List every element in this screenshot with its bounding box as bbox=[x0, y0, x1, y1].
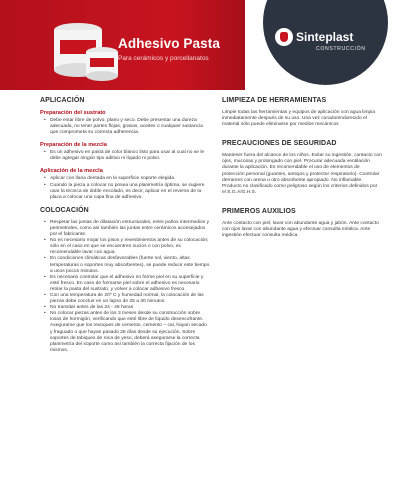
colocacion-section bbox=[40, 207, 210, 354]
precauciones-text: Mantener fuera del alcance de los niños. Evitar su ingestión, contacto con ojos, mucosas y prolongado con piel. Procurar adecuada ventilación durante la aplicación. Es recomendable el uso de elementos de protección personal (guantes, antiojos y protector respiratorio). Controlar derrames con arena u otro absorbente apropiado. No inflamable. Producto no clasificado como peligroso según los criterios definidos por el S.G.A/G.H.S. bbox=[222, 153, 382, 195]
product-banner bbox=[0, 0, 245, 90]
list-item: • No transitar antes de las 24 - 48 horas bbox=[46, 305, 210, 311]
list-item: • No colocar piezas antes de los 3 meses desde su construcción sobre losas de hormigón, verificando que esté libre de líquido desencofrante. Asegurarse que los revoques de cemento, cemento – cal, hayan secado y fraguado o que hayan pasado 28 días desde su ejecución. Sobre soportes de tabiques de roca de yeso, deberá asegurarse la correcta planimetría del soporte como así también la correcta fijación de los mismos. bbox=[46, 311, 210, 354]
aplicacion-heading: APLICACIÓN bbox=[40, 97, 85, 104]
right-column bbox=[222, 97, 382, 245]
brand-name: Sinteplast bbox=[296, 30, 354, 44]
brand-mark-icon bbox=[275, 28, 293, 46]
auxilios-heading: PRIMEROS AUXILIOS bbox=[222, 207, 296, 215]
list-item: • En condiciones climáticas desfavorables (fuerte sol, viento, altas temperaturas o soportes muy absorbentes), se puede reducir este tiempo a unos pocos minutos. bbox=[46, 256, 210, 274]
product-cans-image bbox=[50, 8, 122, 86]
colocacion-heading: COLOCACIÓN bbox=[40, 206, 89, 214]
aplicacion-mezcla-list bbox=[40, 176, 210, 200]
limpieza-text: Limpie todas las herramientas y equipos de aplicación con agua limpia inmediatamente después de su uso. Una vez curado/endurecido el material sólo puede eliminarse por medios mecánicos bbox=[222, 110, 376, 128]
header bbox=[0, 0, 402, 90]
list-item: • Aplicar con llana dentada en la superficie soporte elegida. bbox=[46, 176, 210, 182]
product-title: Adhesivo Pasta bbox=[118, 36, 220, 51]
list-item: • Cuando la pieza a colocar no posea una planimetría óptima, se sugiere usar la técnica de doble encolado, es decir, aplicar en el reverso de la placa a colocar una capa fina de adhesivo. bbox=[46, 183, 210, 201]
precauciones-heading: PRECAUCIONES DE SEGURIDAD bbox=[222, 140, 337, 148]
brand-logo bbox=[263, 0, 402, 90]
list-item: • Respetar las juntas de dilatación estructurales, entre paños intermedios y perimetrales, como así también las juntas entre cerámicos aconsejados por el fabricante. bbox=[46, 220, 210, 238]
list-item: • Debe estar libre de polvo, plano y seco. Debe presentar una dureza adecuada, no tener partes flojas, grasas, aceites o cualquier sustancia que comprometa su correcta adherencia. bbox=[46, 118, 210, 136]
list-item: • Es necesario controlar que el adhesivo no forme piel en su superficie y esté fresco. En caso de formarse piel sobre el adhesivo es necesario retirar la pasta del sustrato, y volver a colocar adhesivo fresco. bbox=[46, 275, 210, 293]
sustrato-list bbox=[40, 118, 210, 136]
mezcla-heading: Preparación de la mezcla bbox=[40, 142, 107, 149]
list-item: • No es necesario mojar los pisos y revestimientos antes de su colocación; sólo en el caso en que se encuentren sucios o con polvo, es recomendable lavar con agua. bbox=[46, 238, 210, 256]
mezcla-list bbox=[40, 150, 210, 162]
auxilios-section bbox=[222, 208, 382, 239]
sustrato-heading: Preparación del sustrato bbox=[40, 110, 106, 116]
auxilios-text: Ante contacto con piel, lavar con abundante agua y jabón. Ante contacto con ojos lavar con abundante agua y efectuar consulta médica. Ante ingestión efectuar consulta médica. bbox=[222, 220, 379, 239]
aplicacion-section bbox=[40, 97, 210, 201]
list-item: • Con una temperatura de 20º C y humedad normal, la colocación de las piezas debe concluir en un lapso de 25 a 30 minutos. bbox=[46, 293, 210, 305]
precauciones-section bbox=[222, 140, 382, 196]
brand-subtitle: CONSTRUCCIÓN bbox=[316, 46, 366, 52]
product-subtitle: Para cerámicos y porcellanatos bbox=[118, 55, 209, 62]
left-column bbox=[40, 97, 210, 360]
aplicacion-mezcla-heading: Aplicación de la mezcla bbox=[40, 168, 103, 175]
limpieza-section bbox=[222, 97, 382, 128]
list-item: • Es un adhesivo en pasta de color blanco listo para usar al cual no se le debe agregar ningún tipo aditivo ni líquido ni polvo. bbox=[46, 150, 210, 162]
limpieza-heading: LIMPIEZA DE HERRAMIENTAS bbox=[222, 97, 327, 104]
colocacion-list bbox=[40, 220, 210, 354]
